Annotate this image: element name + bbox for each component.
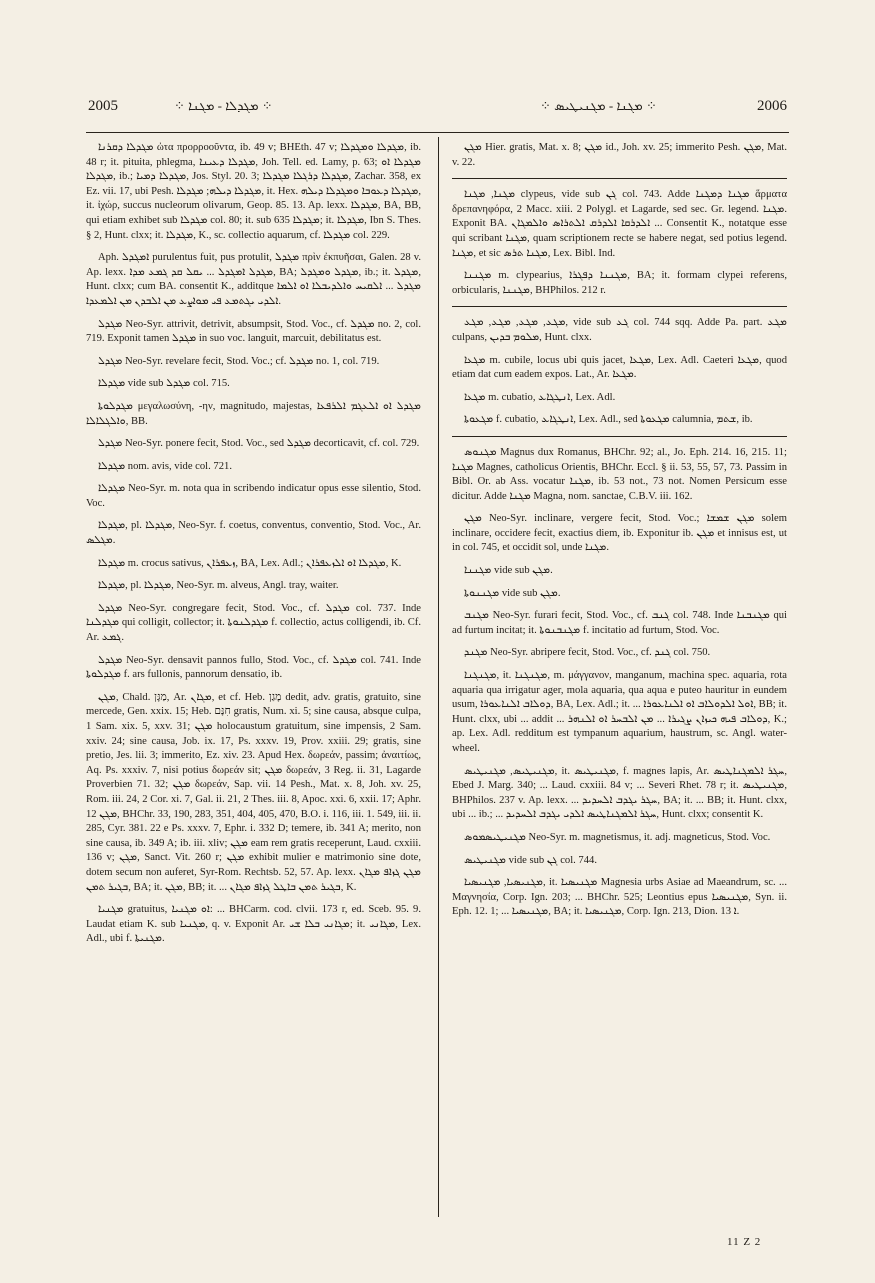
dictionary-entry: ܡܓܢ Neo-Syr. inclinare, vergere fecit, Stod. Voc.; ܡܓܢ ܫܡܫܐ solem inclinare, occidere fecit, exactius diem, ib. Exponitur ib. ܡܓܢ et innisus est, ut in col. 745, et occidit sol, unde ܡܓܢܐ.	[452, 513, 787, 554]
dictionary-entry: ܡܓܢܘܣ Magnus dux Romanus, BHChr. 92; al., Jo. Eph. 214. 16, 215. 11; ܡܓܢܐ Magnes, catholicus Orientis, BHChr. Eccl. § ii. 53, 55, 57, 73. Passim in Bibl. Or. ab Ass. vocatur ܡܓܢܐ, ib. 53 not., 73 not. Nomen Persicum esse dicitur. Adde ܡܓܢܐ Magna, nom. sanctae, C.B.V. iii. 162.	[452, 446, 787, 502]
dictionary-entry: ܡܓܢܒ Neo-Syr. furari fecit, Stod. Voc., cf. ܓܢܒ col. 748. Inde ܡܓܢܒܢܐ qui ad furtum incitat; it. ܡܓܢܒܢܘܬܐ f. incitatio ad furtum, Stod. Voc.	[452, 610, 787, 636]
left-column	[86, 141, 421, 1211]
dictionary-entry: ܡܓܢܓܢܐ, it. ܡܓܢܓܢܐ, m. μάγγανον, manganum, machina spec. aquaria, rota aquaria qua irrigatur ager, mola aquaria, qua aqua e puteo hauritur in eundem usum, ܕܘܠܐܒ ܐܠܢܐܥܘܪܐ, BA, Lex. Adl.; it. ... ܐܘܠ ܐܠܕܘܠܐܒ ܐܘ ܐܠܢܐܥܘܪܐ, BB; it. Hunt. clxx, ubi ... addit ... ܕܘܠܐܒ ܦܝܗ ܟܝܙܐܢ ܨܓܝܪܐ ... ܡܢ ܐܠܒܚܪ ܐܘ ܐܠܢܗܪ, K.; ap. Lex. Adl. redditum est tympanum aquarium, haustrum, sc. Angl. water-wheel.	[452, 670, 787, 754]
dictionary-entry: ܡܓܕܠܐ, pl. ܡܓܕܠܐ, Neo-Syr. f. coetus, conventus, conventio, Stod. Voc., Ar. ܡܓܠܣ.	[86, 520, 421, 547]
dictionary-entry: ܡܓܕܠ Neo-Syr. revelare fecit, Stod. Voc.; cf. ܡܓܕܠ no. 1, col. 719.	[98, 355, 380, 367]
right-page-number: 2006	[757, 98, 787, 114]
right-column	[452, 141, 787, 1211]
dictionary-entry: ܡܓܕܠܐ, pl. ܡܓܕܠܐ, Neo-Syr. m. alveus, Angl. tray, waiter.	[98, 580, 339, 592]
dictionary-entry: ܡܓܕܠܐ ܕܩܪܢܐ ὠτα προρροοῦντα, ib. 49 v; BHEth. 47 v; ܡܓܕܠܐ ܘܡܓܕܠܐ, ib. 48 r; it. pituita, phlegma, ܡܓܕܠܐ ܕܥܝܢܐ, Joh. Tell. ed. Lamy, p. 63; ܡܓܕܠܐ ܐܘ ܡܓܕܠܐ, ib.; ܡܓܕܠܐ ܕܡܝܐ, Jos. Styl. 20. 3; ܡܓܕܠܐ ܕܪܓܠܐ ܡܓܕܠܐ, Zachar. 358, ex Ez. vii. 17, ubi Pesh. ܡܓܕܠܐ ܕܝܠܗ; ܡܓܕܠܐ, it. Hex. ܡܓܕܠܐ ܕܥܘܒܐ ܘܡܓܕܠܐ ܕܝܠܗ, it. ἰχώρ, succus nucleorum olivarum, Geop. 85. 13. Ap. lexx. ܡܓܕܠܐ, BA, BB, qui etiam exhibet sub ܡܓܕܠܐ col. 80; it. sub ܡܓܕܠܐ 635; it. ܡܓܕܠܐ, Ibn S. Thes. § 2, Hunt. clxx; it. ܡܓܕܠܐ, K., sc. collectio aquarum, cf. ܡܓܕܠܐ col. 229.	[86, 142, 421, 241]
dictionary-entry: ܡܓܢ Hier. gratis, Mat. x. 8; ܡܓܢ id., Joh. xv. 25; immerito Pesh. ܡܓܢ, Mat. v. 22.	[452, 142, 787, 168]
dictionary-entry: ܡܓܢܢܘܬܐ vide sub ܡܓܢ.	[464, 587, 561, 599]
dictionary-entry: ܡܓܥܐ m. cubatio, ܐܢܛܓܐܥ, Lex. Adl.	[464, 391, 616, 403]
dictionary-entry: ܡܓܥ, ܡܓܥ, ܡܓܥ, ܡܓܥ, vide sub ܓܥ col. 744 sqq. Adde Pa. part. ܡܓܥ culpans, ܡܠܘܡ ܒܕܝܢ, Hunt. clxx.	[452, 317, 787, 343]
dictionary-entry: ܡܓܢܕ Neo-Syr. abripere fecit, Stod. Voc., cf. ܓܢܕ col. 750.	[464, 647, 711, 659]
dictionary-entry: ܡܓܢ, Chald. מַגָּן, Ar. ܡܓܐܢ, et cf. Heb. מָגַן dedit, adv. gratis, gratuito, sine mercede, Gen. xxix. 15; Heb. חִנָּם gratis, Num. xi. 5; sine causa, absque culpa, 1 Sam. xix. 5, xxv. 31; ܡܓܢ holocaustum gratuitum, sine impensis, 2 Sam. xxiv. 24; sine causa, Job. ix. 17, Ps. xxxv. 19, Prov. xxiii. 29; gratis, sine pretio, Jes. lii. 3; immerito, Ez. xiv. 23. Apud Hex. δωρεάν, passim; ἀναιτίως, Aq. Ps. xxxiv. 7, nisi potius δωρεάν sit; ܡܓܢ δωρεάν, 3 Reg. ii. 31, Lagarde Proverbien 71. 32; ܡܓܢ δωρεάν, Sap. vii. 14 Pesh., Mat. x. 8, Joh. xv. 25, Rom. iii. 24, 2 Cor. xi. 7, Gal. ii. 21, 2 Thes. iii. 8, Apoc. xxi. 6, xxii. 17; Aphr. ܡܓܢ 12, BHChr. 33, 190, 283, 351, 404, 405, 470, B.O. i. 116, iii. 1. 549, iii. ii. 285, Cyr. 381. 22 e Ps. xxxv. 7, Ephr. i. 332 D; temere, ib. 341 A; merito, non sine causa, ib. 349 A; ib. iii. xliv; ܡܓܢ eam rem gratis receperunt, Laud. cxxiii. 136 v; ܡܓܢ, Sanct. Vit. 260 r; ܡܓܢ exhibit mulier e matrimonio sine dote, dotem secum non auferet, Syr-Rom. Rechtsb. 52, 57. Ap. lexx. ܡܓܢ ܓܙܐܦ ܡܓܐܢ ܒܓܝܪ ܬܡܢ, BA; it. ܡܓܢ, BB; it. ... ܒܓܝܪ ܬܡܢ ܒܐܛܠ ܓܙܐܦ ܡܓܐܢ, K.	[86, 691, 421, 893]
dictionary-entry: ܡܓܥܘܬܐ f. cubatio, ܐܢܛܓܐܥ, Lex. Adl., sed ܡܓܥܘܬܐ calumnia, ܫܬܡ, ib.	[464, 414, 753, 426]
dictionary-entry: ܡܓܕܠܘܬܐ μεγαλωσύνη, -ην, magnitudo, majestas, ܡܓܕܠ ܐܘ ܐܠܥܓܡ ܐܠܪܦܥܐ ܘܐܠܓܠܐܠܐ, BB.	[86, 400, 421, 427]
dictionary-entry: ܡܓܕܠ Neo-Syr. densavit pannos fullo, Stod. Voc., cf. ܡܓܕܠ col. 741. Inde ܡܓܕܠܘܬܐ f. ars fullonis, pannorum densatio, ib.	[86, 654, 421, 681]
dictionary-entry: ܡܓܢܝܛܝܣܡܘܣ Neo-Syr. m. magnetismus, it. adj. magneticus, Stod. Voc.	[464, 831, 771, 843]
dictionary-entry: ܡܓܢܐ, ܡܓܢܐ clypeus, vide sub ܓܢ col. 743. Adde ܡܓܢܐ ܕܡܓܢܐ ἅρματα δρεπανηφόρα, 2 Macc. xiii. 2 Polygl. et Lagarde, sed sec. Gr. legend. ܡܓܢܐ. Exponit BA. ܐܠܕܪܩܐ ܐܠܕܪܩ ܐܠܬܪܐܣ ܘܐܠܡܓܐܢ ... Consentit K., notatque esse qui scribant ܡܓܢܐ, quam scriptionem recte se habere negat, sed potius legend. ܡܓܢܐ, et sic ܡܓܢܐ ܬܪܣ, Lex. Bibl. Ind.	[452, 189, 787, 259]
right-running-head: ⁘ ܡܓܢܐ - ܡܓܢܝܛܝܣ ⁘	[540, 98, 657, 113]
signature-mark: 11 Z 2	[727, 1236, 762, 1248]
section-rule	[452, 306, 787, 307]
column-divider	[438, 137, 439, 1217]
dictionary-entry: ܡܓܕܠ Neo-Syr. attrivit, detrivit, absumpsit, Stod. Voc., cf. ܡܓܕܠ no. 2, col. 719. Exponit tamen ܡܓܕܠ in suo voc. languit, marcuit, debilitatus est.	[86, 318, 421, 345]
dictionary-entry: ܡܓܢܝܛܝܣ, ܡܓܢܝܛܝܣ, it. ܡܓܢܝܛܝܣ, f. magnes lapis, Ar. ܚܓܪ ܐܠܡܓܢܐܛܝܣ, Ebed J. Marg. 340; ... Laud. cxxiii. 84 v; ... Severi Rhet. 78 r; it. ܡܓܢܝܛܝܣ, BHPhilos. 237 v. Ap. lexx. ... ܚܓܪ ܝܓܕܒ ܐܠܚܕܝܕ, BA; it. ... BB; it. Hunt. clxx, ubi ... ib.; ... ܚܓܪ ܐܠܡܓܢܐܛܝܣ ܐܠܕܝ ܝܓܕܒ ܐܠܚܕܝܕ, Hunt. clxx; consentit K.	[452, 765, 787, 821]
dictionary-entry: ܡܓܕܠܐ vide sub ܡܓܕܠ col. 715.	[98, 378, 230, 390]
left-page-number: 2005	[88, 98, 118, 114]
dictionary-entry: ܡܓܥܐ m. cubile, locus ubi quis jacet, ܡܓܥܐ, Lex. Adl. Caeteri ܡܓܥܐ, quod etiam dat cum eadem expos. Lat., Ar. ܡܓܥܐ.	[452, 354, 787, 381]
dictionary-entry: ܡܓܕܠܐ m. crocus sativus, ܙܥܦܪܐܢ, BA, Lex. Adl.; ܡܓܕܠܐ ܐܘ ܐܠܙܥܦܪܐܢ, K.	[98, 557, 402, 569]
dictionary-entry: Aph. ܐܡܓܕܠ purulentus fuit, pus protulit, ܡܓܕܠ πρὶν ἐκπυῆσαι, Galen. 28 v. Ap. lexx. ܡܓܕܠ ܐܡܓܕܠ ... ܝܩܠ ܩܕ ܓܡܥ ܡܕܐ, BA; ܡܓܕܠ ܘܡܓܕܠ, ib.; it. ܡܓܕܠ, Hunt. clxx; cum BA. consentit K., additque ܡܓܕܠ ... ܐܠܩܝܚ ܘܐܠܕܝܒܠܐ ܐܘ ܐܠܡܐ ܐܠܕܝ ܝܓܬܡܥ ܦܝ ܡܘܐܨܥ ܡܢ ܐܠܒܕܢ ܡܢ ܐܠܡܥܕܐ.	[86, 252, 421, 307]
section-rule	[452, 436, 787, 437]
left-running-head: ⁘ ܡܓܕܠܐ - ܡܓܢܐ ⁘	[174, 98, 273, 113]
dictionary-entry: ܡܓܢܝܛܝܣ vide sub ܓܢ col. 744.	[464, 854, 597, 866]
dictionary-entry: ܡܓܢܢܐ vide sub ܡܓܢ.	[464, 565, 553, 577]
header-rule	[86, 132, 789, 133]
dictionary-entry: ܡܓܕܠܐ Neo-Syr. m. nota qua in scribendo indicatur opus esse silentio, Stod. Voc.	[86, 483, 421, 509]
dictionary-entry: ܡܓܢܝܐ gratuitus, ܐܘ ܡܓܢܝܐ: ... BHCarm. cod. clvii. 173 r, ed. Sceb. 95. 9. Laudat etiam K. sub ܡܓܢܝܐ, q. v. Exponit Ar. ܡܓܐܢܝ ܒܠܐ ܫܝ; it. ܡܓܐܢܝ, Lex. Adl., ubi f. ܡܓܢܝܬܐ.	[86, 904, 421, 945]
page-header	[86, 98, 789, 132]
dictionary-entry: ܡܓܢܢܐ m. clypearius, ܡܓܢܢܐ ܕܦܓܪܐ, BA; it. formam clypei referens, orbicularis, ܡܓܢܢܐ, BHPhilos. 212 r.	[452, 270, 787, 296]
dictionary-entry: ܡܓܢܝܣܝܐ, ܡܓܢܝܣܝܐ, it. ܡܓܢܝܣܝܐ Magnesia urbs Asiae ad Maeandrum, sc. ... Μαγνησία, Corp. Ign. 203; ... BHChr. 525; Leontius epus ܡܓܢܝܣܝܐ, Syn. ii. Eph. 12. 1; ... ܡܓܢܝܣܝܐ, BA; it. ܡܓܢܝܣܝܐ, Corp. Ign. 213, Dion. ܐ 13.	[452, 877, 787, 918]
section-rule	[452, 178, 787, 179]
dictionary-entry: ܡܓܕܠ Neo-Syr. congregare fecit, Stod. Voc., cf. ܡܓܕܠ col. 737. Inde ܡܓܕܠܢܐ qui colligit, collector; it. ܡܓܕܠܢܘܬܐ f. collectio, actus colligendi, ib. Cf. Ar. ܓܡܥ.	[86, 602, 421, 644]
dictionary-entry: ܡܓܕܠ Neo-Syr. ponere fecit, Stod. Voc., sed ܡܓܕܠ decorticavit, cf. col. 729.	[98, 438, 420, 450]
dictionary-entry: ܡܓܕܠܐ nom. avis, vide col. 721.	[98, 460, 232, 472]
